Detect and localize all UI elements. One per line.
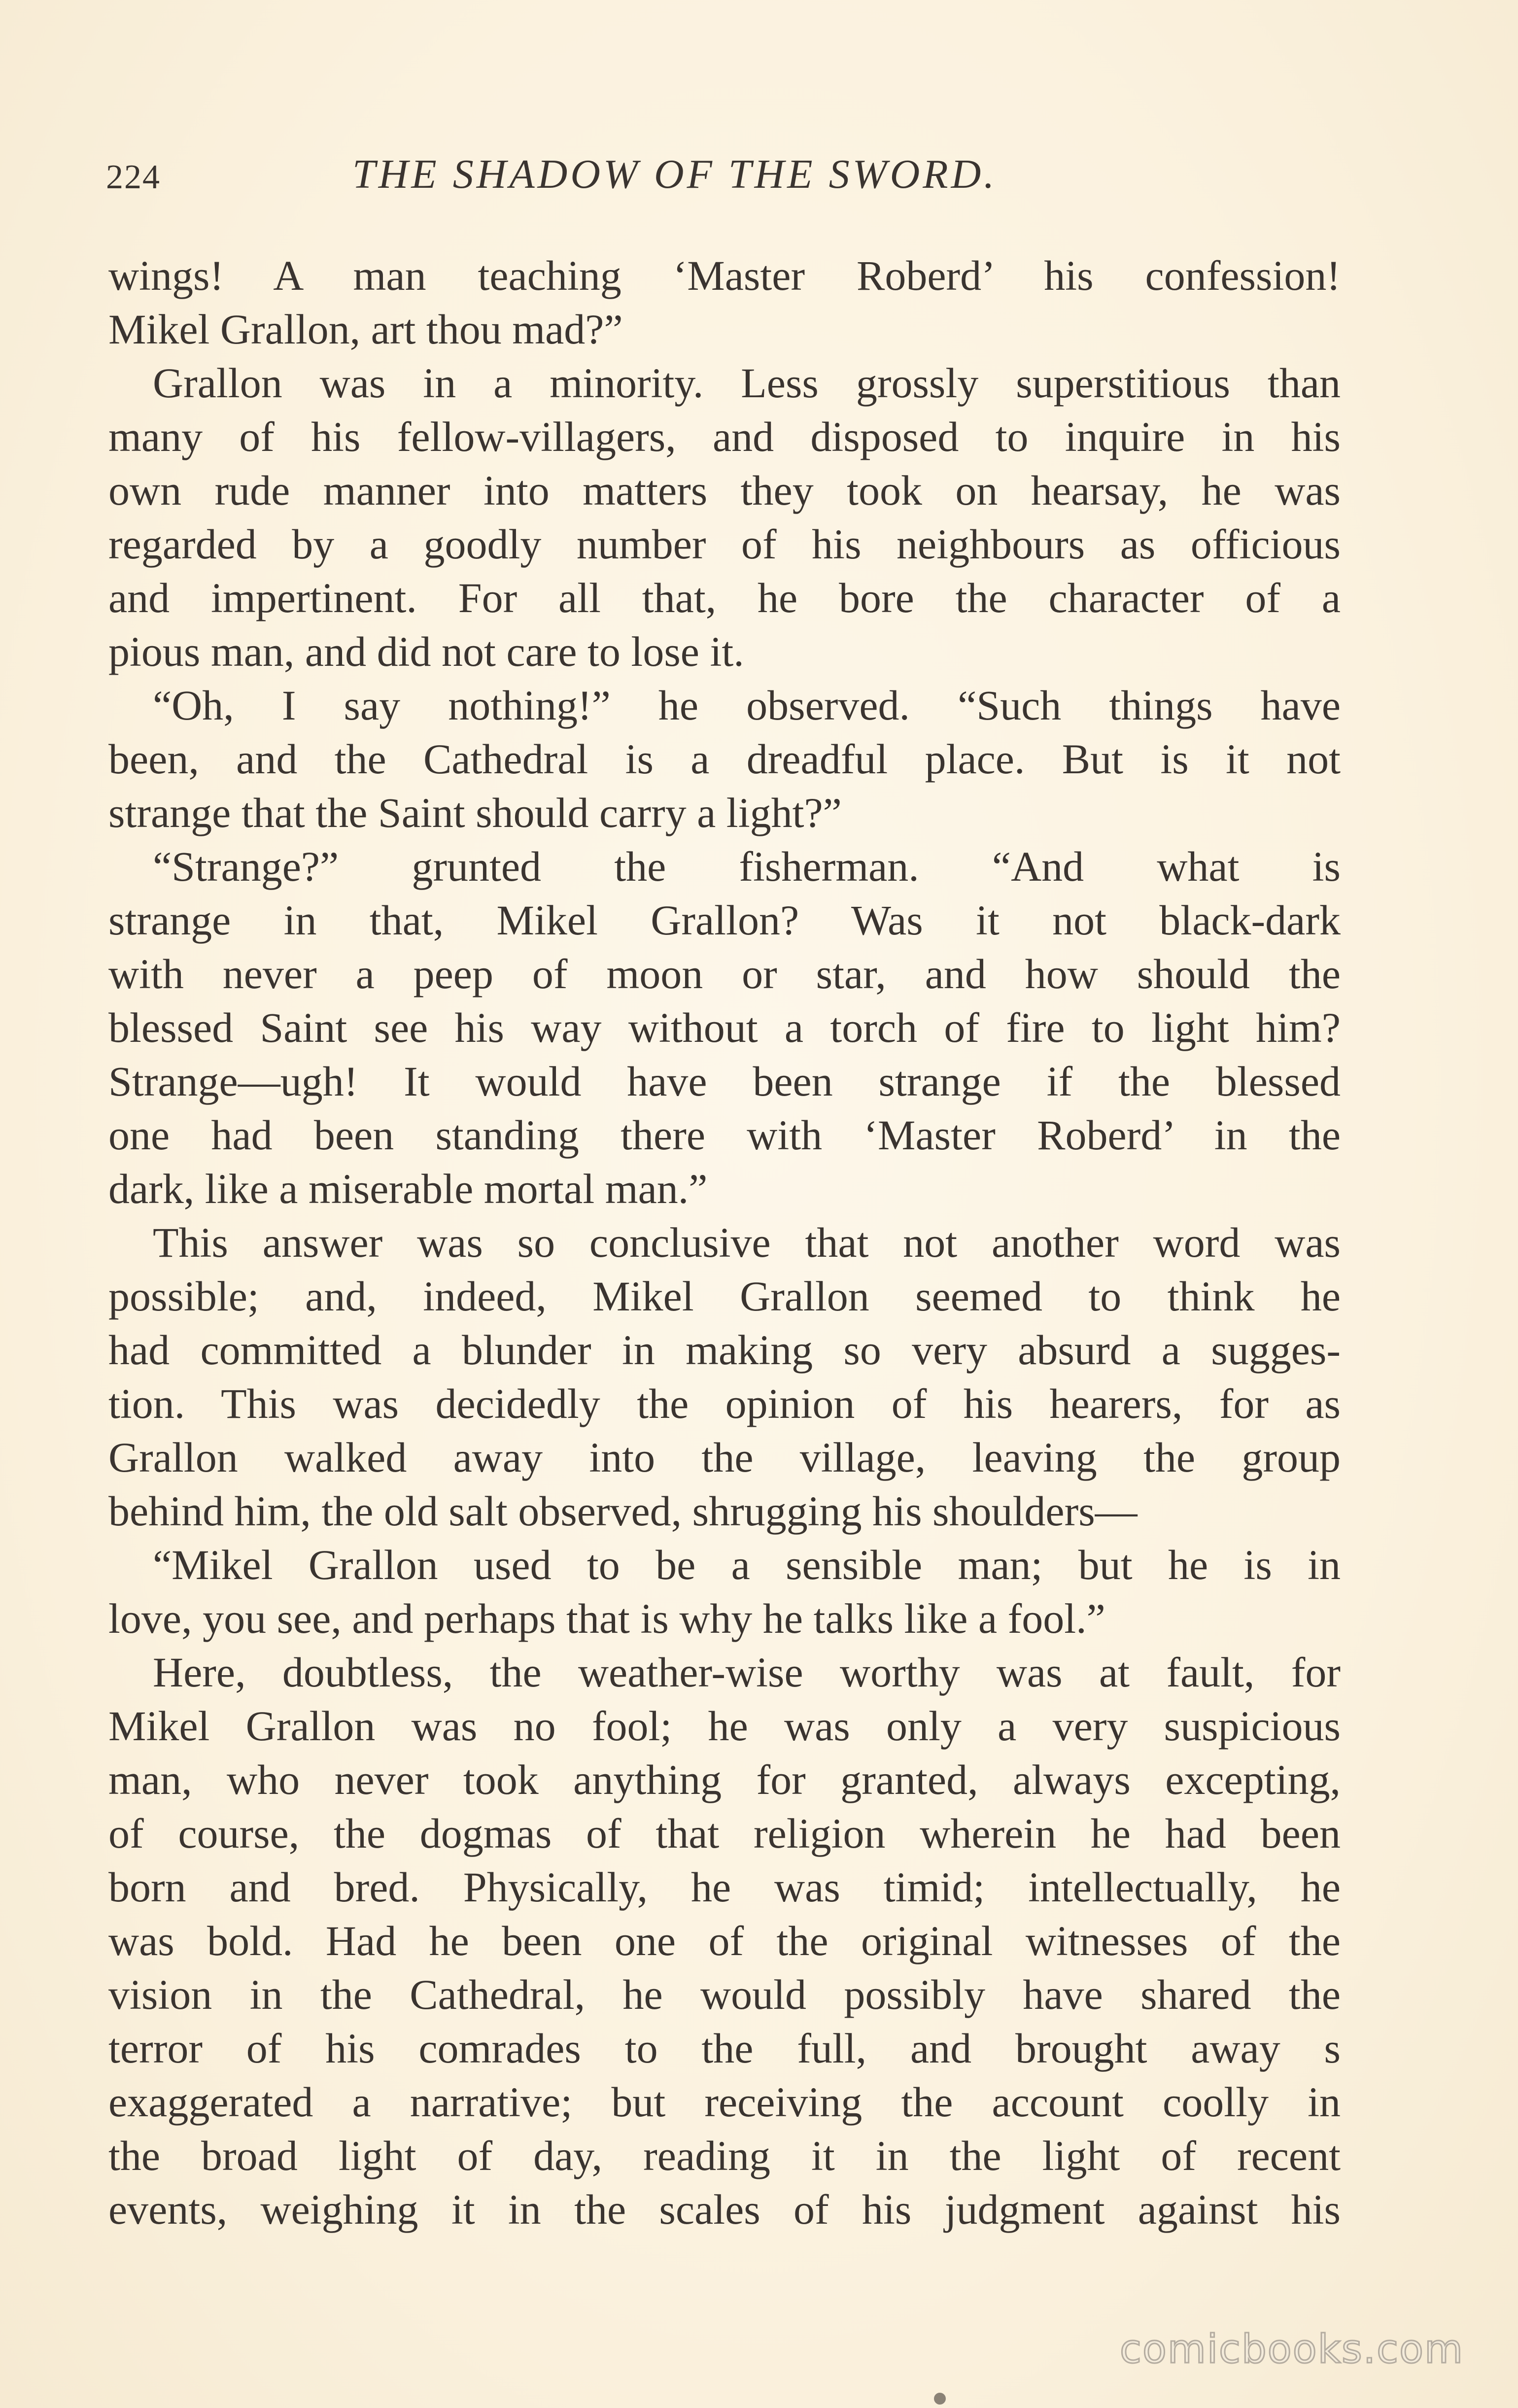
text-line: Grallon was in a minority. Less grossly superstitious than — [153, 359, 1341, 407]
text-line: one had been standing there with ‘Master Roberd’ in the — [108, 1111, 1341, 1159]
text-line: “Oh, I say nothing!” he observed. “Such things have — [153, 682, 1341, 729]
text-line: “Strange?” grunted the fisherman. “And what is — [153, 843, 1341, 890]
watermark: comicbooks.com — [1119, 2326, 1464, 2372]
text-line: the broad light of day, reading it in the light of recent — [108, 2132, 1341, 2179]
running-title: THE SHADOW OF THE SWORD. — [352, 151, 998, 197]
text-line: man, who never took anything for granted, always excepting, — [108, 1756, 1341, 1803]
text-line: pious man, and did not care to lose it. — [108, 628, 744, 675]
page-header — [106, 148, 1348, 207]
text-line: vision in the Cathedral, he would possibly have shared the — [108, 1971, 1341, 2018]
body-text — [108, 249, 1341, 2236]
page-number: 224 — [106, 158, 161, 196]
text-line: strange in that, Mikel Grallon? Was it not black-dark — [108, 896, 1341, 944]
text-line: Mikel Grallon, art thou mad?” — [108, 306, 623, 353]
text-line: strange that the Saint should carry a light?” — [108, 789, 842, 836]
text-line: born and bred. Physically, he was timid; intellectually, he — [108, 1863, 1341, 1911]
text-line: dark, like a miserable mortal man.” — [108, 1165, 708, 1212]
text-line: had committed a blunder in making so very absurd a sugges- — [108, 1326, 1341, 1374]
text-line: love, you see, and perhaps that is why he talks like a fool.” — [108, 1595, 1105, 1642]
text-line: events, weighing it in the scales of his judgment against his — [108, 2186, 1341, 2233]
text-line: with never a peep of moon or star, and how should the — [108, 950, 1341, 998]
text-line: exaggerated a narrative; but receiving the account coolly in — [108, 2078, 1341, 2126]
text-line: many of his fellow-villagers, and disposed to inquire in his — [108, 413, 1341, 460]
page-footer — [0, 2326, 1518, 2408]
text-line: regarded by a goodly number of his neighbours as officious — [108, 520, 1341, 568]
text-line: Here, doubtless, the weather-wise worthy was at fault, for — [153, 1649, 1341, 1696]
ornament-dot — [934, 2393, 946, 2405]
text-line: been, and the Cathedral is a dreadful place. But is it not — [108, 735, 1341, 783]
text-line: Strange—ugh! It would have been strange if the blessed — [108, 1058, 1341, 1105]
text-line: This answer was so conclusive that not another word was — [153, 1219, 1341, 1266]
text-line: tion. This was decidedly the opinion of his hearers, for as — [108, 1380, 1341, 1427]
text-line: behind him, the old salt observed, shrugging his shoulders— — [108, 1487, 1138, 1535]
text-line: own rude manner into matters they took on hearsay, he was — [108, 467, 1341, 514]
text-line: “Mikel Grallon used to be a sensible man; but he is in — [153, 1541, 1341, 1588]
text-line: Mikel Grallon was no fool; he was only a very suspicious — [108, 1702, 1341, 1750]
text-line: terror of his comrades to the full, and brought away s — [108, 2025, 1341, 2072]
text-line: and impertinent. For all that, he bore the character of a — [108, 574, 1341, 621]
text-line: blessed Saint see his way without a torch of fire to light him? — [108, 1004, 1341, 1051]
text-line: Grallon walked away into the village, leaving the group — [108, 1434, 1341, 1481]
text-line: was bold. Had he been one of the original witnesses of the — [108, 1917, 1341, 1964]
text-line: possible; and, indeed, Mikel Grallon seemed to think he — [108, 1273, 1341, 1320]
text-line: of course, the dogmas of that religion wherein he had been — [108, 1810, 1341, 1857]
text-line: wings! A man teaching ‘Master Roberd’ his confession! — [108, 252, 1341, 299]
